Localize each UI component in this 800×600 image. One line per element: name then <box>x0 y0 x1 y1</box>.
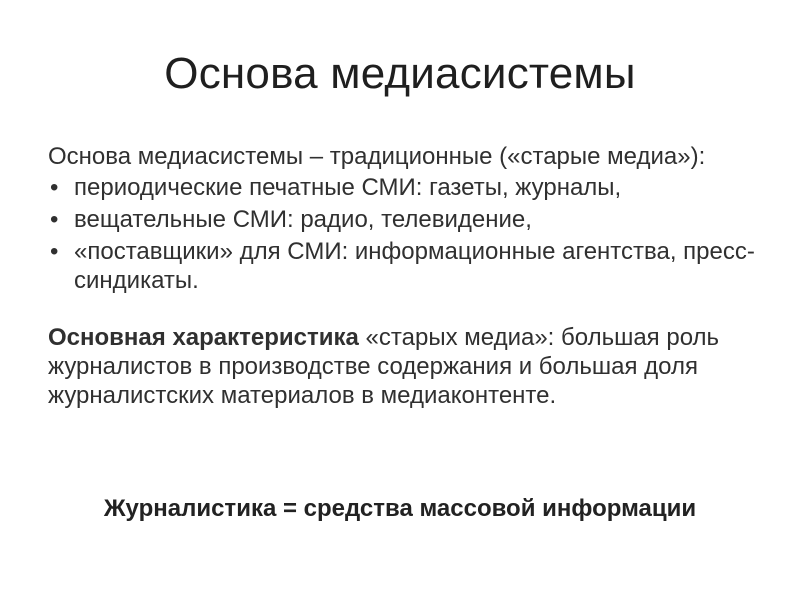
characteristic-lead: Основная характеристика <box>48 324 359 351</box>
bullet-text: вещательные СМИ: радио, телевидение, <box>74 206 532 233</box>
characteristic-text: «старых медиа»: большая роль журналистов в производстве содержания и большая доля журналистских материалов в медиаконтенте. <box>48 324 720 409</box>
bullet-item-broadcast-media <box>48 205 758 234</box>
slide-title: Основа медиасистемы <box>164 49 636 98</box>
bullet-icon: • <box>50 238 59 265</box>
bullet-item-suppliers <box>48 237 758 295</box>
bullet-item-print-media <box>48 173 758 202</box>
bullet-icon: • <box>50 174 59 201</box>
footer-statement: Журналистика = средства массовой информации <box>103 495 697 522</box>
slide-body <box>48 142 758 410</box>
characteristic-paragraph <box>48 323 758 410</box>
intro-text: Основа медиасистемы – традиционные («старые медиа»): <box>48 143 706 170</box>
bullet-list <box>48 173 758 295</box>
bullet-icon: • <box>50 206 59 233</box>
bullet-text: периодические печатные СМИ: газеты, журналы, <box>74 174 622 201</box>
bullet-text: «поставщики» для СМИ: информационные агентства, пресс-синдикаты. <box>74 238 755 294</box>
